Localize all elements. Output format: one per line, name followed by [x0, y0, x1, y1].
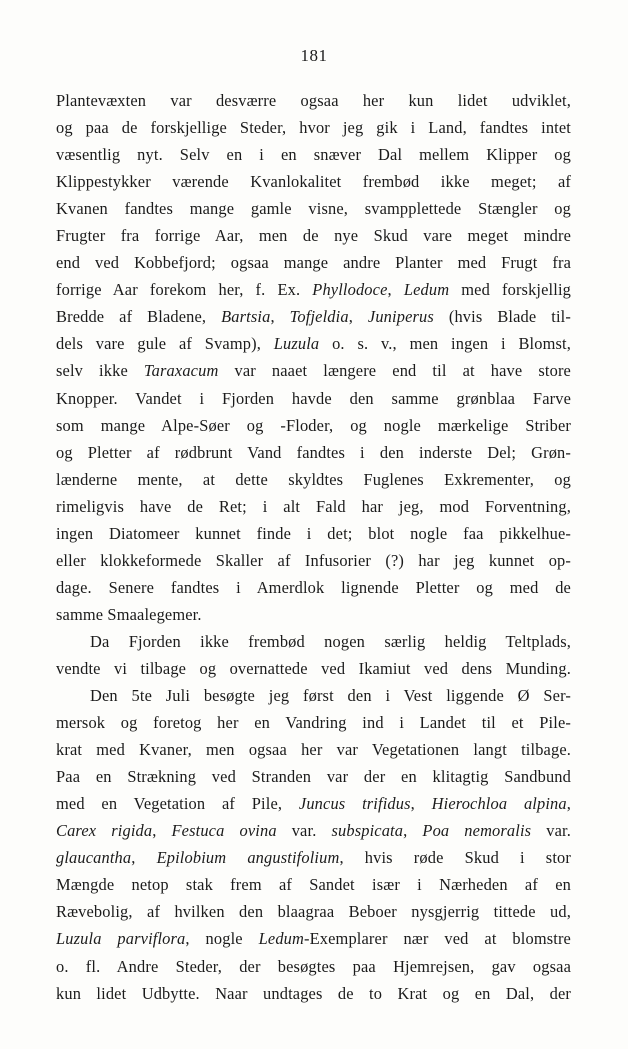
taxon-name: Poa nemoralis [422, 821, 532, 841]
taxon-name: Bartsia [221, 307, 271, 327]
text-line: som mange Alpe-Søer og -Floder, og nogle mærkelige Striber [56, 415, 571, 435]
text-line: Carex rigida, Festuca ovina var. subspicata, Poa nemoralis var. [56, 821, 571, 841]
text-line: forrige Aar forekom her, f. Ex. Phyllodoce, Ledum med forskjellig [56, 280, 571, 300]
text-line: Da Fjorden ikke frembød nogen særlig heldig Teltplads, [90, 631, 571, 651]
taxon-name: Juniperus [367, 307, 434, 327]
text-line: eller klokkeformede Skaller af Infusorier (?) har jeg kunnet op- [56, 550, 571, 570]
taxon-name: Phyllodoce [312, 280, 388, 300]
text-line: end ved Kobbefjord; ogsaa mange andre Planter med Frugt fra [56, 253, 571, 273]
text-line: samme Smaalegemer. [56, 604, 202, 624]
text-line: Rævebolig, af hvilken den blaagraa Beboer nysgjerrig tittede ud, [56, 902, 571, 922]
text-line: Den 5te Juli besøgte jeg først den i Vest liggende Ø Ser- [90, 686, 571, 706]
text-line: glaucantha, Epilobium angustifolium, hvis røde Skud i stor [56, 848, 571, 868]
text-line: o. fl. Andre Steder, der besøgtes paa Hjemrejsen, gav ogsaa [56, 956, 571, 976]
taxon-name: Luzula [273, 334, 320, 354]
taxon-name: Hierochloa alpina [431, 794, 567, 814]
text-line: vendte vi tilbage og overnattede ved Ikamiut ved dens Munding. [56, 658, 571, 678]
text-line: med en Vegetation af Pile, Juncus trifidus, Hierochloa alpina, [56, 794, 571, 814]
text-line: Bredde af Bladene, Bartsia, Tofjeldia, Juniperus (hvis Blade til- [56, 307, 571, 327]
text-line: og Pletter af rødbrunt Vand fandtes i den inderste Del; Grøn- [56, 442, 571, 462]
taxon-name: Ledum [403, 280, 450, 300]
text-line: Kvanen fandtes mange gamle visne, svampplettede Stængler og [56, 199, 571, 219]
taxon-name: Tofjeldia [289, 307, 349, 327]
text-line: Luzula parviflora, nogle Ledum-Exemplarer nær ved at blomstre [56, 929, 571, 949]
text-line: Mængde netop stak frem af Sandet især i Nærheden af en [56, 875, 571, 895]
page-number: 181 [300, 46, 328, 65]
taxon-name: Festuca ovina [171, 821, 277, 841]
text-line: selv ikke Taraxacum var naaet længere end til at have store [56, 361, 571, 381]
text-line: væsentlig nyt. Selv en i en snæver Dal mellem Klipper og [56, 145, 571, 165]
text-line: og paa de forskjellige Steder, hvor jeg gik i Land, fandtes intet [56, 118, 571, 138]
text-line: Frugter fra forrige Aar, men de nye Skud vare meget mindre [56, 226, 571, 246]
text-line: dage. Senere fandtes i Amerdlok lignende Pletter og med de [56, 577, 571, 597]
taxon-name: Ledum [258, 929, 304, 949]
text-line: rimeligvis have de Ret; i alt Fald har jeg, mod Forventning, [56, 496, 571, 516]
taxon-name: Juncus trifidus [298, 794, 411, 814]
text-line: Klippestykker værende Kvanlokalitet frembød ikke meget; af [56, 172, 571, 192]
taxon-name: Carex rigida [56, 821, 153, 841]
taxon-name: subspicata [331, 821, 404, 841]
body-text [56, 87, 571, 1007]
taxon-name: Taraxacum [143, 361, 219, 381]
taxon-name: glaucantha [56, 848, 132, 868]
text-line: Knopper. Vandet i Fjorden havde den samme grønblaa Farve [56, 388, 571, 408]
text-line: mersok og foretog her en Vandring ind i Landet til et Pile- [56, 713, 571, 733]
text-line: ingen Diatomeer kunnet finde i det; blot nogle faa pikkelhue- [56, 523, 571, 543]
text-line: Plantevæxten var desværre ogsaa her kun lidet udviklet, [56, 91, 571, 110]
text-line: krat med Kvaner, men ogsaa her var Vegetationen langt tilbage. [56, 740, 571, 760]
taxon-name: Luzula parviflora [56, 929, 186, 949]
text-line: lænderne mente, at dette skyldtes Fuglenes Exkrementer, og [56, 469, 571, 489]
text-line: kun lidet Udbytte. Naar undtages de to Krat og en Dal, der [56, 983, 571, 1003]
text-line: dels vare gule af Svamp), Luzula o. s. v., men ingen i Blomst, [56, 334, 571, 354]
taxon-name: Epilobium angustifolium [156, 848, 340, 868]
text-line: Paa en Strækning ved Stranden var der en klitagtig Sandbund [56, 767, 571, 787]
